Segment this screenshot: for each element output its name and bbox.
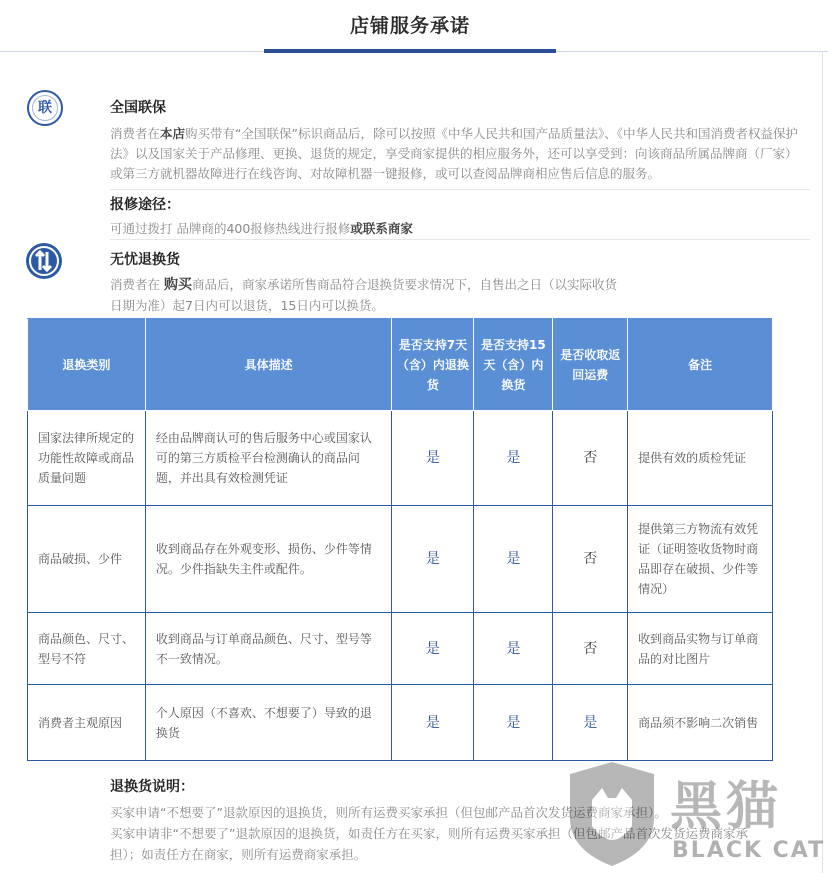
table-row (28, 685, 773, 761)
warranty-description (110, 124, 800, 184)
header-description: 具体描述 (145, 319, 392, 411)
return-exchange-description (110, 275, 617, 295)
row-description: 经由品牌商认可的售后服务中心或国家认可的第三方质检平台检测确认的商品问题，并出具有效检测凭证 (145, 411, 392, 506)
header-7day: 是否支持7天（含）内退换货 (392, 319, 474, 411)
row-7day: 是 (392, 411, 474, 506)
row-category: 消费者主观原因 (28, 685, 146, 761)
warranty-desc-body: 购买带有“全国联保”标识商品后，除可以按照《中华人民共和国产品质量法》、《中华人民共和国消费者权益保护法》以及国家关于产品修理、更换、退货的规定，享受商家提供的相应服务外，还可以享受到：向该商品所属品牌商（厂家）或第三方就机器故障进行在线咨询、对故障机器一键报修，或可以查阅品牌商相应售后信息的服务。 (110, 126, 798, 181)
row-15day: 是 (474, 685, 553, 761)
arrows-icon (26, 243, 62, 279)
row-note: 提供第三方物流有效凭证（证明签收货物时商品即存在破损、少件等情况） (628, 506, 773, 613)
row-15day: 是 (474, 506, 553, 613)
notes-line-3: 担）；如责任方在商家，则所有运费商家承担。 (110, 847, 367, 862)
row-return-fee: 是 (553, 685, 628, 761)
row-description: 个人原因（不喜欢、不想要了）导致的退换货 (145, 685, 392, 761)
warranty-desc-bold: 本店 (160, 126, 186, 141)
row-15day: 是 (474, 411, 553, 506)
section-divider (110, 189, 810, 190)
row-note: 收到商品实物与订单商品的对比图片 (628, 613, 773, 685)
right-divider (822, 52, 823, 873)
header-category: 退换类别 (28, 319, 146, 411)
row-7day: 是 (392, 506, 474, 613)
header-15day: 是否支持15天（含）内换货 (474, 319, 553, 411)
notes-title: 退换货说明： (110, 779, 194, 795)
table-header-row (28, 319, 773, 411)
row-return-fee: 否 (553, 411, 628, 506)
watermark-en: BLACK CAT (672, 838, 826, 863)
return-desc-prefix: 消费者在 (110, 277, 164, 292)
header-return-fee: 是否收取返回运费 (553, 319, 628, 411)
repair-title: 报修途径： (110, 197, 180, 213)
repair-desc-text: 可通过拨打 品牌商的400报修热线进行报修 (110, 221, 351, 236)
row-note: 提供有效的质检凭证 (628, 411, 773, 506)
row-7day: 是 (392, 613, 474, 685)
row-category: 商品颜色、尺寸、型号不符 (28, 613, 146, 685)
warranty-desc-prefix: 消费者在 (110, 126, 161, 141)
notes-line-1: 买家申请“不想要了”退款原因的退换货，则所有运费买家承担（但包邮产品首次发货运费商家承担）。 (110, 805, 667, 820)
notes-line-2: 买家申请非“不想要了”退款原因的退换货，如责任方在买家，则所有运费买家承担（但包邮产品首次发货运费商家承 (110, 826, 748, 841)
return-exchange-description-line2: 日期为准）起7日内可以退货，15日内可以换货。 (110, 298, 384, 313)
return-desc-bold: 购买 (163, 277, 192, 293)
row-description: 收到商品与订单商品颜色、尺寸、型号等不一致情况。 (145, 613, 392, 685)
section-divider (110, 239, 810, 240)
return-policy-table (27, 318, 773, 761)
row-category: 商品破损、少件 (28, 506, 146, 613)
return-exchange-title: 无忧退换货 (110, 252, 180, 268)
header-accent-bar (264, 49, 556, 53)
warranty-title: 全国联保 (110, 100, 166, 116)
row-return-fee: 否 (553, 613, 628, 685)
black-cat-watermark (552, 760, 828, 873)
repair-description (110, 219, 413, 239)
table-row (28, 506, 773, 613)
table-row (28, 613, 773, 685)
page-title: 店铺服务承诺 (349, 15, 470, 37)
header-note: 备注 (628, 319, 773, 411)
repair-desc-bold: 或联系商家 (350, 221, 413, 236)
row-return-fee: 否 (553, 506, 628, 613)
row-category: 国家法律所规定的功能性故障或商品质量问题 (28, 411, 146, 506)
cat-shield-icon (562, 760, 662, 868)
row-7day: 是 (392, 685, 474, 761)
warranty-icon-char: 联 (32, 95, 58, 121)
row-15day: 是 (474, 613, 553, 685)
row-note: 商品须不影响二次销售 (628, 685, 773, 761)
row-description: 收到商品存在外观变形、损伤、少件等情况。少件指缺失主件或配件。 (145, 506, 392, 613)
return-exchange-icon (26, 243, 62, 279)
return-desc-body: 商品后，商家承诺所售商品符合退换货要求情况下，自售出之日（以实际收货 (191, 277, 617, 292)
warranty-icon (27, 90, 63, 126)
table-row (28, 411, 773, 506)
watermark-cn: 黑猫 (670, 777, 783, 837)
